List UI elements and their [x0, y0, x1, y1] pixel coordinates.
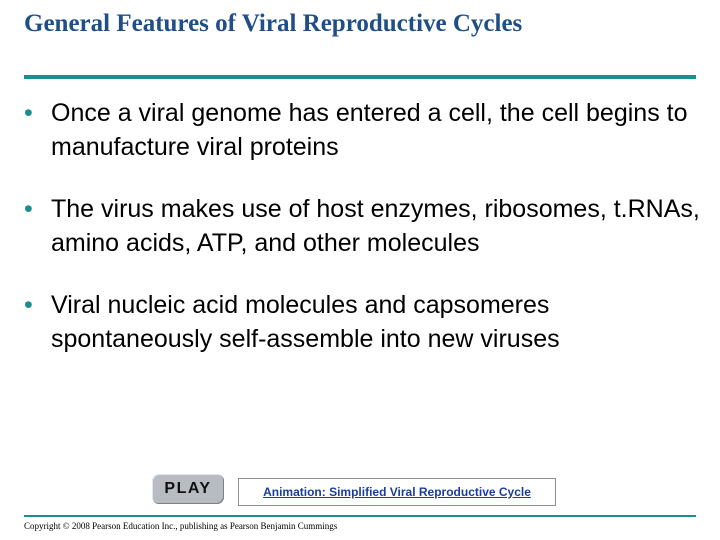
title-divider — [24, 75, 696, 79]
bullet-icon: • — [24, 195, 33, 223]
bullet-item — [24, 96, 704, 164]
slide-title: General Features of Viral Reproductive Cycles — [24, 10, 523, 37]
copyright-notice: Copyright © 2008 Pearson Education Inc., publishing as Pearson Benjamin Cummings — [24, 521, 338, 531]
bullet-icon: • — [24, 291, 33, 319]
bullet-text: Viral nucleic acid molecules and capsomeres spontaneously self-assemble into new viruses — [51, 291, 560, 353]
bullet-item — [24, 192, 704, 260]
bullet-icon: • — [24, 99, 33, 127]
play-button-label: PLAY — [164, 480, 212, 497]
footer-divider — [24, 515, 696, 517]
animation-link-label: Animation: Simplified Viral Reproductive Cycle — [263, 485, 531, 499]
bullet-item — [24, 288, 704, 356]
play-button[interactable] — [152, 474, 224, 504]
bullet-text: The virus makes use of host enzymes, ribosomes, t.RNAs, amino acids, ATP, and other molecules — [51, 195, 700, 257]
bullet-list — [24, 96, 704, 356]
animation-link[interactable] — [238, 478, 556, 506]
bullet-text: Once a viral genome has entered a cell, the cell begins to manufacture viral proteins — [51, 99, 688, 161]
